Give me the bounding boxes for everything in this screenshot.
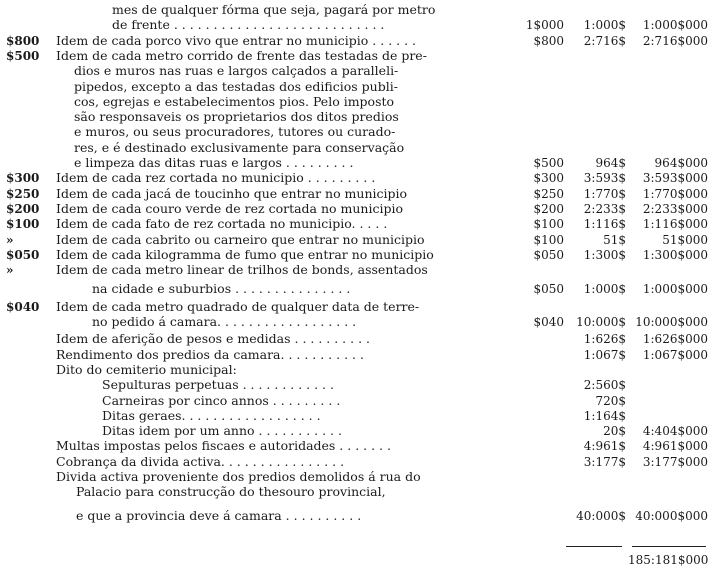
row-description: no pedido á camara. . . . . . . . . . . . . . . . . . [92,314,357,329]
ledger-row [0,484,714,500]
row-total-value: 2:233$000 [642,201,708,216]
row-description: Idem de cada fato de rez cortada no municipio. . . . . [56,216,388,232]
row-description: e muros, ou seus procuradores, tutores ou curado- [74,124,396,140]
ledger-row [0,423,714,439]
row-amount-value: 1:770$ [583,186,626,201]
row-unit-value: 1$000 [525,18,564,33]
row-unit-value: $050 [533,247,564,262]
ledger-row [0,362,714,378]
row-description: Idem de cada metro linear de trilhos de bonds, assentados [56,262,428,278]
row-unit-value: $100 [533,217,564,232]
row-unit-value: $200 [533,201,564,216]
row-description: Dito do cemiterio municipal: [56,361,237,377]
row-amount-value: 1:116$ [583,217,626,232]
row-description: são responsaveis os proprietarios dos ditos predios [74,109,399,125]
ledger-row [0,262,714,278]
row-amount-value: 51$ [603,232,626,247]
row-amount-value: 964$ [595,156,626,170]
row-amount-value: 1:000$ [583,18,626,33]
row-unit-value: $040 [533,315,564,329]
row-total-value: 1:067$000 [642,347,708,362]
ledger-row [0,408,714,424]
row-description: Idem de cada metro quadrado de qualquer data de terre- [56,298,420,314]
row-description: Ditas geraes. . . . . . . . . . . . . . . . . . [102,407,321,423]
row-description: res, e é destinado exclusivamente para conservação [74,139,405,155]
row-description: e que a provincia deve á camara . . . . . . . . . . [76,507,362,523]
ledger-row [0,299,714,315]
row-total-value: 1:000$000 [642,18,708,33]
row-total-value: 4:961$000 [642,439,708,454]
ledger-row [0,17,714,33]
row-amount-value: 720$ [595,393,626,408]
ledger-row [0,79,714,95]
row-amount-value: 3:177$ [583,454,626,469]
row-amount-value: 1:626$ [583,332,626,347]
row-description: Divida activa proveniente dos predios demolidos á rua do [56,469,421,484]
row-description: e limpeza das ditas ruas e largos . . . . . . . . . [74,155,354,170]
row-description: mes de qualquer fórma que seja, pagará por metro [112,2,436,17]
row-amount-value: 10:000$ [576,315,626,329]
row-description: Idem de cada cabrito ou carneiro que entrar no municipio [56,231,425,247]
ledger-row [0,232,714,248]
grand-total [0,552,714,568]
row-rate: $100 [6,217,40,232]
row-total-value: 10:000$000 [635,315,708,329]
row-amount-value: 2:716$ [583,33,626,48]
row-unit-value: $800 [533,33,564,48]
row-unit-value: $500 [533,156,564,170]
row-total-value: 2:716$000 [642,33,708,48]
row-total-value: 1:770$000 [642,186,708,201]
row-description: Idem de cada couro verde de rez cortada no municipio [56,200,404,216]
ledger-row [0,331,714,347]
ledger-row [0,438,714,454]
row-description: de frente . . . . . . . . . . . . . . . . . . . . . . . . . . . [112,17,385,33]
row-description: cos, egrejas e estabelecimentos pios. Pelo imposto [74,93,395,109]
row-description: na cidade e suburbios . . . . . . . . . . . . . . . [92,281,351,297]
row-amount-value: 3:593$ [583,171,626,186]
row-amount-value: 2:560$ [583,378,626,393]
row-total-value: 1:000$000 [642,282,708,297]
ledger-row [0,186,714,202]
ledger-row [0,247,714,263]
row-rate: » [6,263,14,278]
ledger-row [0,94,714,110]
row-description: Palacio para construcção do thesouro provincial, [76,484,386,500]
row-total-value: 3:593$000 [642,171,708,186]
ledger-row [0,377,714,393]
row-description: Cobrança da divida activa. . . . . . . . . . . . . . . . [56,453,345,469]
row-description: pipedos, excepto a das testadas dos edificios publi- [74,78,398,94]
ledger-row [0,201,714,217]
row-total-value: 1:626$000 [642,332,708,347]
row-total-value: 1:116$000 [642,217,708,232]
ledger-row [0,2,714,18]
row-description: Idem de cada kilogramma de fumo que entrar no municipio [56,246,434,262]
ledger-row [0,454,714,470]
row-unit-value: $250 [533,186,564,201]
row-description: dios e muros nas ruas e largos calçados a paralleli- [74,63,399,79]
row-description: Ditas idem por um anno . . . . . . . . . . . [102,423,342,439]
ledger-row [0,48,714,64]
row-description: Idem de cada rez cortada no municipio . . . . . . . . . [56,170,376,186]
row-amount-value: 20$ [603,424,626,439]
row-total-value: 4:404$000 [642,424,708,439]
row-unit-value: $300 [533,171,564,186]
sum-rule-left [566,546,622,547]
row-total-value: 964$000 [654,156,708,170]
row-unit-value: $100 [533,232,564,247]
ledger-row [0,281,714,297]
row-rate: $200 [6,201,40,216]
row-unit-value: $050 [533,282,564,297]
row-amount-value: 1:067$ [583,347,626,362]
ledger-row [0,63,714,79]
row-rate: » [6,232,14,247]
row-amount-value: 1:164$ [583,408,626,423]
ledger-row [0,170,714,186]
row-amount-value: 1:000$ [583,282,626,297]
ledger-row [0,216,714,232]
row-total-value: 51$000 [662,232,708,247]
ledger-row [0,508,714,524]
ledger-row [0,140,714,156]
row-description: Multas impostas pelos fiscaes e autoridades . . . . . . . [56,438,391,454]
row-description: Rendimento dos predios da camara. . . . . . . . . . . [56,346,364,362]
ledger-row [0,33,714,49]
row-description: Sepulturas perpetuas . . . . . . . . . . . . [102,377,334,393]
grand-total-value: 185:181$000 [628,553,709,567]
ledger-row [0,109,714,125]
row-total-value: 3:177$000 [642,454,708,469]
row-amount-value: 4:961$ [583,439,626,454]
row-amount-value: 1:300$ [583,247,626,262]
ledger-row [0,155,714,171]
row-amount-value: 2:233$ [583,201,626,216]
row-description: Idem de cada porco vivo que entrar no municipio . . . . . . [56,32,417,48]
row-rate: $250 [6,186,40,201]
ledger-row [0,124,714,140]
row-rate: $040 [6,299,40,314]
row-total-value: 1:300$000 [642,247,708,262]
ledger-row [0,347,714,363]
ledger-row [0,469,714,485]
row-description: Carneiras por cinco annos . . . . . . . . . [102,392,341,408]
row-description: Idem de cada metro corrido de frente das testadas de pre- [56,47,427,63]
row-description: Idem de aferição de pesos e medidas . . . . . . . . . . [56,331,370,347]
row-rate: $050 [6,247,40,262]
row-total-value: 40:000$000 [635,508,708,523]
row-amount-value: 40:000$ [576,508,626,523]
sum-rule-right [632,546,706,547]
ledger-row [0,393,714,409]
row-rate: $800 [6,33,40,48]
row-description: Idem de cada jacá de toucinho que entrar no municipio [56,185,408,201]
row-rate: $300 [6,171,40,186]
ledger-row [0,314,714,330]
row-rate: $500 [6,48,40,63]
